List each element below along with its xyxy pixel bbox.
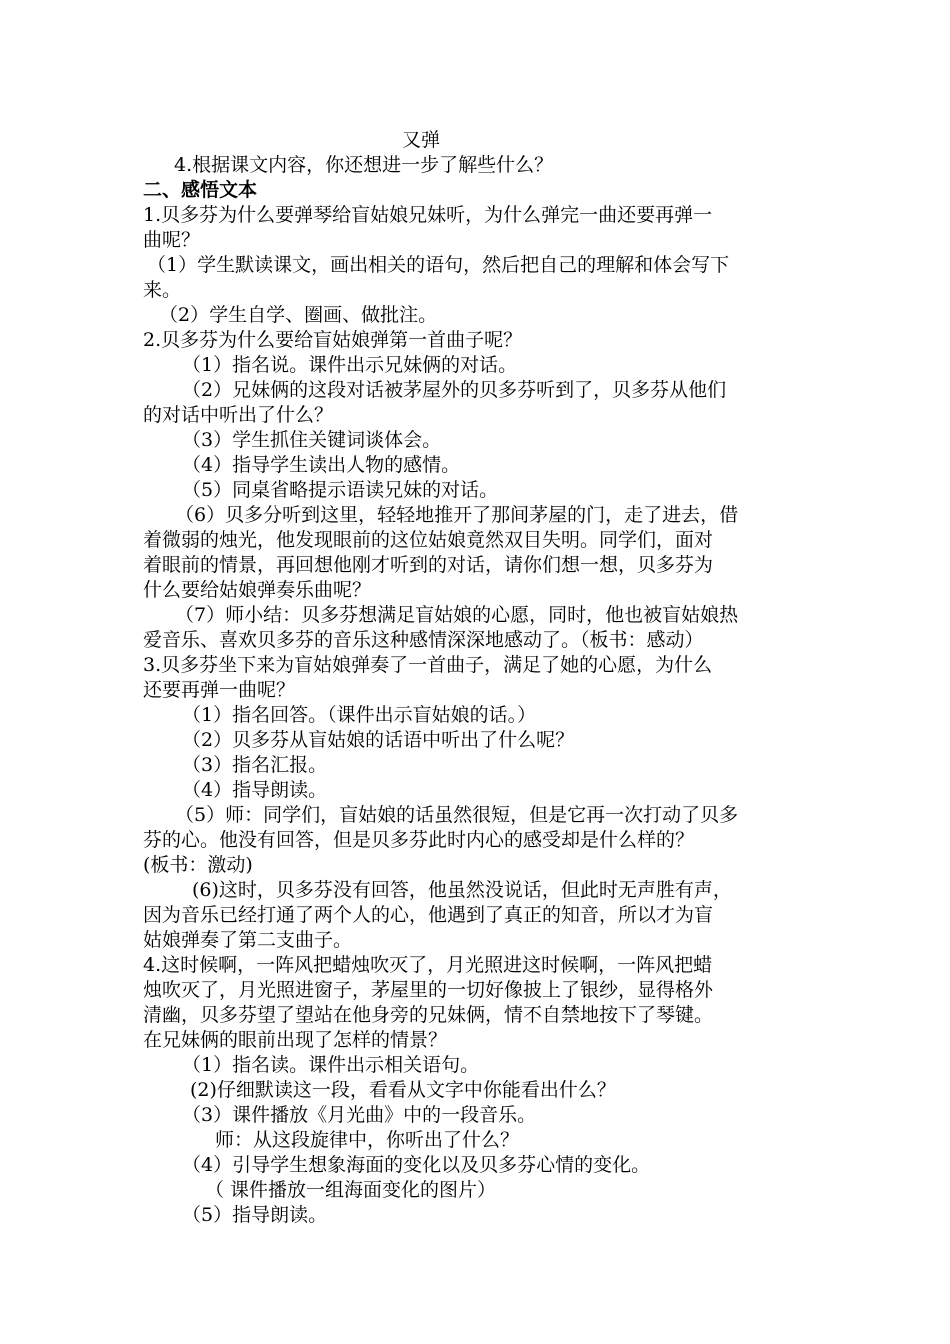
text-line: （1）指名说。课件出示兄妹俩的对话。: [182, 354, 518, 376]
text-line: （3）学生抓住关键词谈体会。: [182, 429, 442, 451]
text-line: （6）贝多分听到这里，轻轻地推开了那间茅屋的门，走了进去，借: [175, 504, 739, 526]
text-line: （7）师小结：贝多芬想满足盲姑娘的心愿，同时，他也被盲姑娘热: [175, 604, 739, 626]
text-line: 着眼前的情景，再回想他刚才听到的对话，请你们想一想，贝多芬为: [143, 554, 714, 576]
text-line: 清幽，贝多芬望了望站在他身旁的兄妹俩，情不自禁地按下了琴键。: [143, 1004, 714, 1026]
text-line: 曲呢？: [143, 229, 201, 251]
text-line: （4）引导学生想象海面的变化以及贝多芬心情的变化。: [182, 1154, 651, 1176]
text-line: 姑娘弹奏了第二支曲子。: [143, 929, 353, 951]
text-line: 4.根据课文内容，你还想进一步了解些什么？: [174, 154, 554, 176]
text-line: 1.贝多芬为什么要弹琴给盲姑娘兄妹听，为什么弹完一曲还要再弹一: [143, 204, 713, 226]
text-line: （1）指名回答。（课件出示盲姑娘的话。）: [182, 704, 537, 726]
text-line: 的对话中听出了什么？: [143, 404, 334, 426]
text-line: （4）指导朗读。: [182, 779, 328, 801]
text-line: 2.贝多芬为什么要给盲姑娘弹第一首曲子呢？: [143, 329, 523, 351]
text-line: (板书：激动): [143, 854, 253, 876]
text-line: （3）指名汇报。: [182, 754, 328, 776]
text-line: 着微弱的烛光，他发现眼前的这位姑娘竟然双目失明。同学们，面对: [143, 529, 714, 551]
text-line: （5）师：同学们，盲姑娘的话虽然很短，但是它再一次打动了贝多: [175, 804, 739, 826]
text-line: 3.贝多芬坐下来为盲姑娘弹奏了一首曲子，满足了她的心愿，为什么: [143, 654, 713, 676]
text-line: （4）指导学生读出人物的感情。: [182, 454, 461, 476]
text-line: （1）指名读。课件出示相关语句。: [182, 1054, 480, 1076]
text-line: (2)仔细默读这一段，看看从文字中你能看出什么？: [190, 1079, 616, 1101]
text-line: （5）同桌省略提示语读兄妹的对话。: [182, 479, 499, 501]
text-line: 4.这时候啊，一阵风把蜡烛吹灭了，月光照进这时候啊，一阵风把蜡: [143, 954, 713, 976]
text-line: （3）课件播放《月光曲》中的一段音乐。: [182, 1104, 537, 1126]
text-line: （5）指导朗读。: [182, 1204, 328, 1226]
text-line: （1）学生默读课文，画出相关的语句，然后把自己的理解和体会写下: [147, 254, 730, 276]
text-line: 还要再弹一曲呢？: [143, 679, 296, 701]
text-line: 又弹: [402, 129, 441, 151]
text-line: 爱音乐、喜欢贝多芬的音乐这种感情深深地感动了。（板书：感动）: [143, 629, 704, 651]
text-line: 什么要给姑娘弹奏乐曲呢？: [143, 579, 372, 601]
text-line: 师：从这段旋律中，你听出了什么？: [215, 1129, 520, 1151]
text-line: (6)这时，贝多芬没有回答，他虽然没说话，但此时无声胜有声，: [192, 879, 732, 901]
text-line: 因为音乐已经打通了两个人的心，他遇到了真正的知音，所以才为盲: [143, 904, 714, 926]
text-line: （2）贝多芬从盲姑娘的话语中听出了什么呢？: [182, 729, 575, 751]
section-heading: 二、感悟文本: [143, 179, 258, 201]
text-line: 在兄妹俩的眼前出现了怎样的情景？: [143, 1029, 448, 1051]
text-line: （ 课件播放一组海面变化的图片）: [205, 1179, 497, 1201]
text-line: （2）兄妹俩的这段对话被茅屋外的贝多芬听到了，贝多芬从他们: [182, 379, 727, 401]
text-line: （2）学生自学、圈画、做批注。: [159, 304, 438, 326]
text-line: 烛吹灭了，月光照进窗子，茅屋里的一切好像披上了银纱，显得格外: [143, 979, 714, 1001]
text-line: 来。: [143, 279, 182, 301]
text-line: 芬的心。他没有回答，但是贝多芬此时内心的感受却是什么样的？: [143, 829, 695, 851]
